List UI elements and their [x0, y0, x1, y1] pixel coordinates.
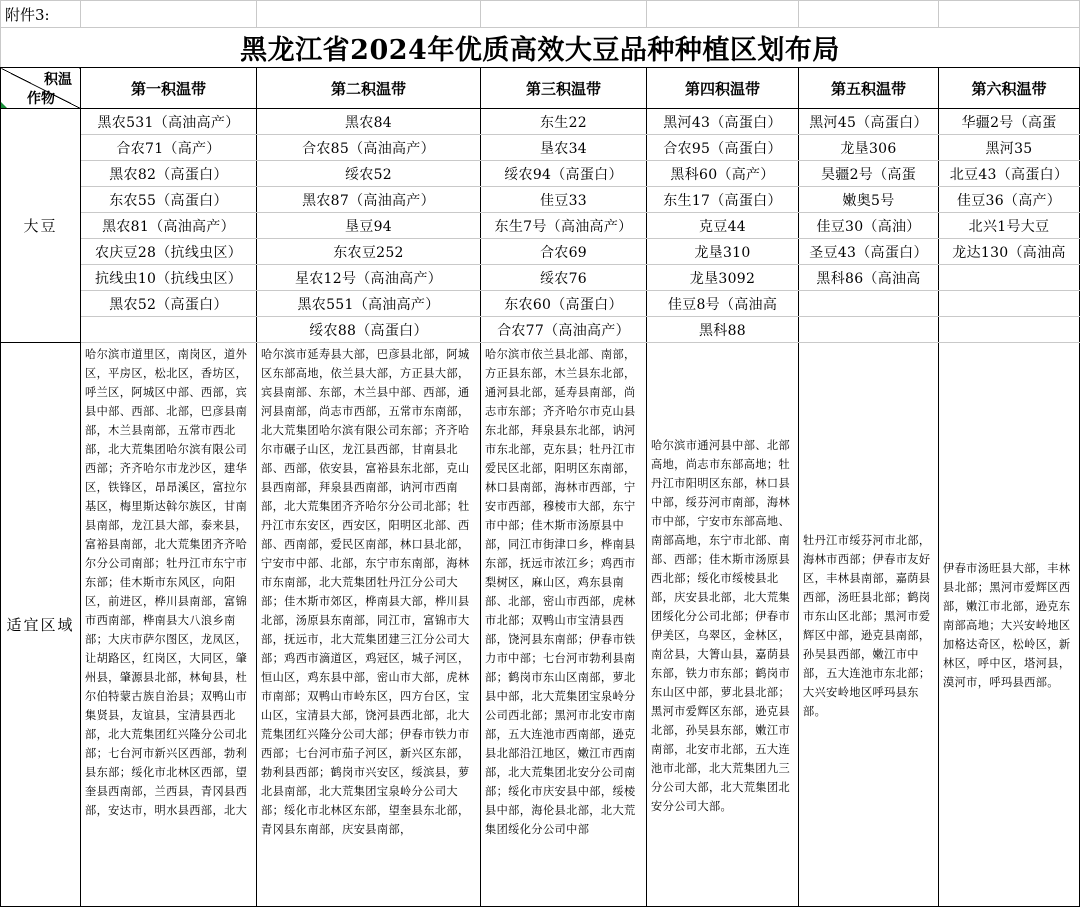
- annex-label: 附件3:: [1, 1, 81, 28]
- variety-cell: 星农12号（高油高产）: [257, 265, 481, 291]
- table-title: 黑龙江省2024年优质高效大豆品种种植区划布局: [1, 28, 1080, 68]
- variety-cell: 黑农551（高油高产）: [257, 291, 481, 317]
- blank-cell: [799, 1, 939, 28]
- variety-cell: 佳豆36（高产）: [939, 187, 1080, 213]
- zone-header: 第四积温带: [647, 68, 799, 109]
- variety-cell: [81, 317, 257, 343]
- variety-cell: 佳豆8号（高油高: [647, 291, 799, 317]
- cell-comment-marker: [1, 102, 7, 108]
- variety-cell: 克豆44: [647, 213, 799, 239]
- variety-cell: 绥农94（高蛋白）: [481, 161, 647, 187]
- variety-cell: 合农85（高油高产）: [257, 135, 481, 161]
- blank-cell: [647, 1, 799, 28]
- variety-cell: 黑农52（高蛋白）: [81, 291, 257, 317]
- variety-cell: 农庆豆28（抗线虫区）: [81, 239, 257, 265]
- variety-cell: 东生7号（高油高产）: [481, 213, 647, 239]
- blank-cell: [257, 1, 481, 28]
- region-cell-zone-2: [257, 343, 481, 907]
- zone-header: 第三积温带: [481, 68, 647, 109]
- variety-cell: 绥农76: [481, 265, 647, 291]
- variety-cell: 龙达130（高油高: [939, 239, 1080, 265]
- variety-cell: 合农71（高产）: [81, 135, 257, 161]
- corner-label-crop: 作物: [27, 91, 55, 107]
- variety-cell: 黑河43（高蛋白）: [647, 109, 799, 135]
- variety-cell: 垦农34: [481, 135, 647, 161]
- crop-label: 大豆: [1, 109, 81, 343]
- region-text: 哈尔滨市道里区，南岗区，道外区，平房区，松北区，香坊区，呼兰区，阿城区中部、西部，宾县中部、西部、北部，巴彦县南部，木兰县南部，五常市西北部，北大荒集团哈尔滨有限公司西部；齐齐哈尔市龙沙区，建华区，铁锋区，昂昂溪区，富拉尔基区，梅里斯达斡尔族区，甘南县南部，龙江县大部，泰来县，富裕县南部，北大荒集团齐齐哈尔分公司南部；牡丹江市东宁市东部；佳木斯市东风区，向阳区，前进区，桦川县南部，富锦市西南部，桦南县大八浪乡南部；大庆市萨尔图区，龙凤区，让胡路区，红岗区，大同区，肇州县，肇源县北部，林甸县，杜尔伯特蒙古族自治县；双鸭山市集贤县，友谊县，宝清县西北部，北大荒集团红兴隆分公司北部；七台河市新兴区西部，勃利县东部；绥化市北林区西部，望奎县西南部，兰西县，青冈县西部，安达市，明水县西部，北大: [85, 348, 248, 817]
- variety-cell: [939, 317, 1080, 343]
- variety-cell: 垦豆94: [257, 213, 481, 239]
- corner-header: [1, 68, 81, 109]
- variety-cell: 东农豆252: [257, 239, 481, 265]
- variety-cell: [939, 265, 1080, 291]
- variety-cell: 东农60（高蛋白）: [481, 291, 647, 317]
- variety-cell: 东农55（高蛋白）: [81, 187, 257, 213]
- variety-cell: 黑农87（高油高产）: [257, 187, 481, 213]
- variety-cell: 黑农81（高油高产）: [81, 213, 257, 239]
- variety-cell: 昊疆2号（高蛋: [799, 161, 939, 187]
- variety-cell: 龙垦310: [647, 239, 799, 265]
- variety-cell: [799, 317, 939, 343]
- variety-cell: 绥农52: [257, 161, 481, 187]
- variety-cell: 黑农82（高蛋白）: [81, 161, 257, 187]
- region-text: 牡丹江市绥芬河市北部，海林市西部；伊春市友好区，丰林县南部，嘉荫县西部，汤旺县北部；鹤岗市东山区北部；黑河市爱辉区中部，逊克县南部，孙吴县西部，嫩江市中部，五大连池市东北部；大兴安岭地区呼玛县东部。: [803, 533, 931, 718]
- variety-cell: 黑科86（高油高: [799, 265, 939, 291]
- corner-label-accumulated-temp: 积温: [44, 72, 72, 88]
- region-text: 伊春市汤旺县大部，丰林县北部；黑河市爱辉区西部，嫩江市北部，逊克东南部高地；大兴安岭地区加格达奇区，松岭区，新林区，呼中区，塔河县，漠河市，呼玛县西部。: [943, 562, 1071, 689]
- region-label: 适宜区域: [1, 343, 81, 907]
- region-text: 哈尔滨市依兰县北部、南部，方正县东部，木兰县东北部，通河县北部，延寿县南部，尚志市东部；齐齐哈尔市克山县东北部，拜泉县东北部，讷河市东北部，克东县；牡丹江市爱民区北部，阳明区东南部，林口县南部，海林市西部，宁安市西部，穆棱市大部，东宁市中部；佳木斯市汤原县中部，同江市街津口乡，桦南县东部，抚远市浓江乡；鸡西市梨树区，麻山区，鸡东县南部、北部，密山市西部，虎林市北部；双鸭山市宝清县西部，饶河县东南部；伊春市铁力市中部；七台河市勃利县南部；鹤岗市东山区南部，萝北县中部，北大荒集团宝泉岭分公司西北部；黑河市北安市南部，五大连池市西南部，逊克县北部沿江地区，嫩江市西南部，北大荒集团北安分公司南部；绥化市庆安县中部，绥棱县中部，海伦县北部，北大荒集团绥化分公司中部: [485, 348, 636, 836]
- variety-cell: 北兴1号大豆: [939, 213, 1080, 239]
- blank-cell: [81, 1, 257, 28]
- variety-cell: 黑科60（高产）: [647, 161, 799, 187]
- blank-cell: [481, 1, 647, 28]
- region-cell-zone-4: [647, 343, 799, 907]
- variety-cell: [939, 291, 1080, 317]
- zone-header: 第六积温带: [939, 68, 1080, 109]
- variety-cell: 黑科88: [647, 317, 799, 343]
- variety-cell: 圣豆43（高蛋白）: [799, 239, 939, 265]
- region-cell-zone-1: [81, 343, 257, 907]
- variety-cell: 黑河35: [939, 135, 1080, 161]
- zone-header: 第一积温带: [81, 68, 257, 109]
- variety-cell: 黑农84: [257, 109, 481, 135]
- variety-cell: 合农95（高蛋白）: [647, 135, 799, 161]
- variety-cell: 佳豆33: [481, 187, 647, 213]
- region-text: 哈尔滨市延寿县大部，巴彦县北部，阿城区东部高地，依兰县大部，方正县大部，宾县南部、东部，木兰县中部、西部，通河县南部，尚志市西部，五常市东南部，北大荒集团哈尔滨有限公司东部；齐齐哈尔市碾子山区，龙江县西部，甘南县北部、西部，依安县，富裕县东北部，克山县西南部，拜泉县西南部，讷河市西南部，北大荒集团齐齐哈尔分公司北部；牡丹江市东安区，西安区，阳明区北部、西部、西南部，爱民区南部，林口县北部，宁安市中部、北部，东宁市东南部，海林市东南部，北大荒集团牡丹江分公司大部；佳木斯市郊区，桦南县大部，桦川县北部，汤原县东南部，同江市，富锦市大部，抚远市，北大荒集团建三江分公司大部；鸡西市滴道区，鸡冠区，城子河区，恒山区，鸡东县中部，密山市大部，虎林市南部；双鸭山市岭东区，四方台区，宝山区，宝清县大部，饶河县西北部，北大荒集团红兴隆分公司大部；伊春市铁力市西部；七台河市茄子河区，新兴区东部，勃利县西部；鹤岗市兴安区，绥滨县，萝北县南部，北大荒集团宝泉岭分公司大部；绥化市北林区东部，望奎县东北部，青冈县东南部，庆安县南部，: [261, 348, 470, 836]
- blank-cell: [939, 1, 1080, 28]
- variety-cell: [799, 291, 939, 317]
- variety-cell: 合农77（高油高产）: [481, 317, 647, 343]
- variety-cell: 抗线虫10（抗线虫区）: [81, 265, 257, 291]
- variety-cell: 龙垦3092: [647, 265, 799, 291]
- variety-cell: 绥农88（高蛋白）: [257, 317, 481, 343]
- variety-cell: 嫩奥5号: [799, 187, 939, 213]
- region-cell-zone-6: [939, 343, 1080, 907]
- region-text: 哈尔滨市通河县中部、北部高地，尚志市东部高地；牡丹江市阳明区东部，林口县中部，绥芬河市南部，海林市中部，宁安市东部高地、南部高地，东宁市北部、南部、西部；佳木斯市汤原县西北部；绥化市绥棱县北部，庆安县北部，北大荒集团绥化分公司北部；伊春市伊美区，乌翠区，金林区，南岔县，大箐山县，嘉荫县东部，铁力市东部；鹤岗市东山区中部，萝北县北部；黑河市爱辉区东部，逊克县北部，孙吴县东部，嫩江市南部，北安市北部，五大连池市北部，北大荒集团九三分公司大部，北大荒集团北安分公司大部。: [651, 438, 791, 813]
- variety-cell: 华疆2号（高蛋: [939, 109, 1080, 135]
- variety-cell: 东生17（高蛋白）: [647, 187, 799, 213]
- zone-header: 第五积温带: [799, 68, 939, 109]
- variety-cell: 黑河45（高蛋白）: [799, 109, 939, 135]
- zone-header: 第二积温带: [257, 68, 481, 109]
- variety-cell: 合农69: [481, 239, 647, 265]
- variety-cell: 东生22: [481, 109, 647, 135]
- region-cell-zone-5: [799, 343, 939, 907]
- variety-cell: 佳豆30（高油）: [799, 213, 939, 239]
- region-cell-zone-3: [481, 343, 647, 907]
- variety-cell: 黑农531（高油高产）: [81, 109, 257, 135]
- variety-cell: 龙垦306: [799, 135, 939, 161]
- variety-cell: 北豆43（高蛋白）: [939, 161, 1080, 187]
